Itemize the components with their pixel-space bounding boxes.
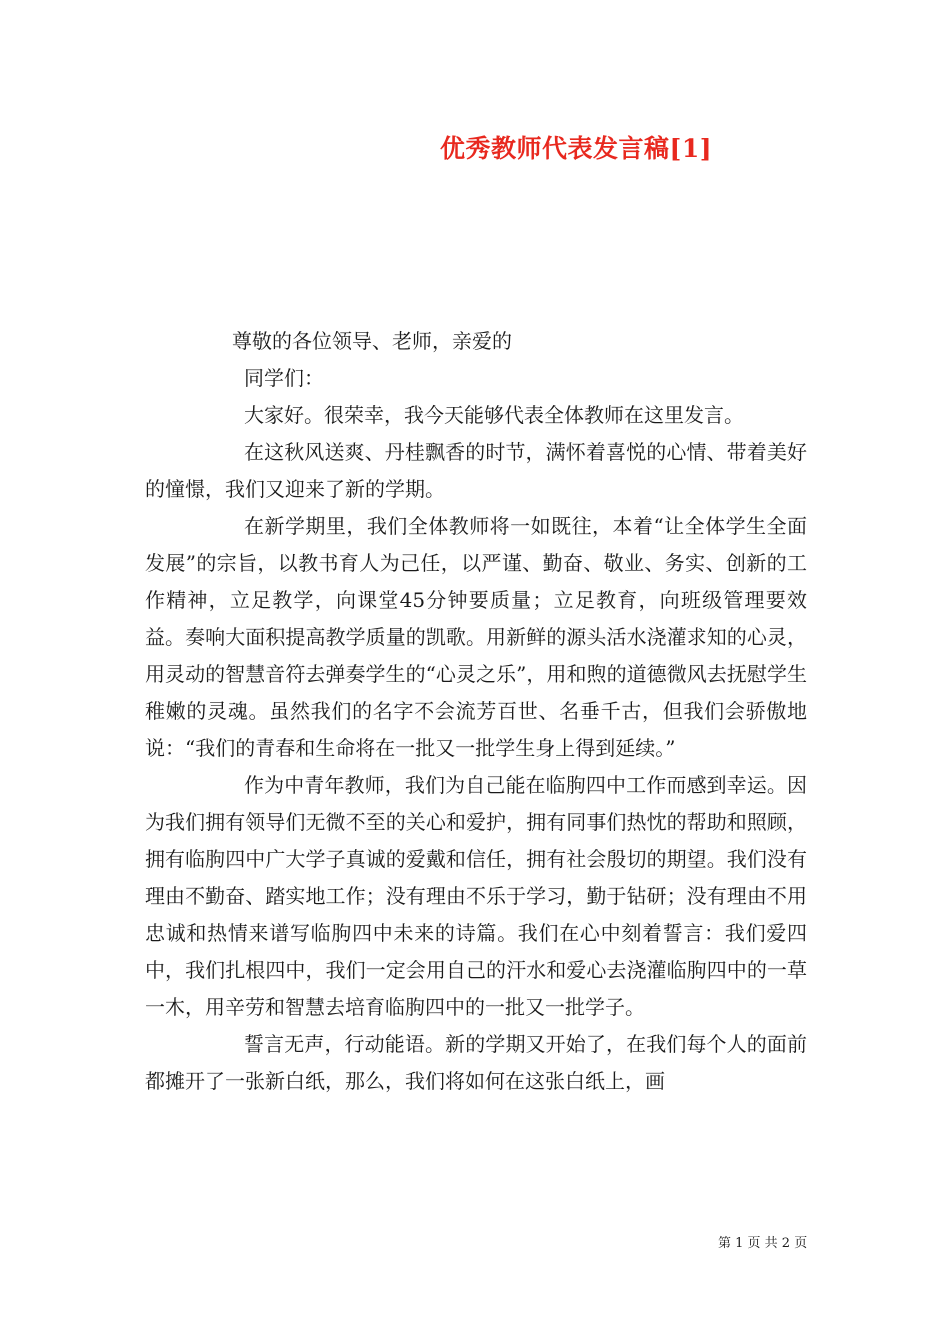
- document-body: [145, 323, 807, 1100]
- paragraph-autumn: 在这秋风送爽、丹桂飘香的时节，满怀着喜悦的心情、带着美好的憧憬，我们又迎来了新的学期。: [145, 440, 807, 501]
- paragraph-young-teachers: 作为中青年教师，我们为自己能在临朐四中工作而感到幸运。因为我们拥有领导们无微不至的关心和爱护，拥有同事们热忱的帮助和照顾，拥有临朐四中广大学子真诚的爱戴和信任，拥有社会殷切的期望。我们没有理由不勤奋、踏实地工作；没有理由不乐于学习，勤于钻研；没有理由不用忠诚和热情来谱写临朐四中未来的诗篇。我们在心中刻着誓言：我们爱四中，我们扎根四中，我们一定会用自己的汗水和爱心去浇灌临朐四中的一草一木，用辛劳和智慧去培育临朐四中的一批又一批学子。: [145, 773, 807, 1019]
- paragraph-new-semester: 在新学期里，我们全体教师将一如既往，本着“让全体学生全面发展”的宗旨，以教书育人为己任，以严谨、勤奋、敬业、务实、创新的工作精神，立足教学，向课堂45分钟要质量；立足教育，向班级管理要效益。奏响大面积提高教学质量的凯歌。用新鲜的源头活水浇灌求知的心灵，用灵动的智慧音符去弹奏学生的“心灵之乐”，用和煦的道德微风去抚慰学生稚嫩的灵魂。虽然我们的名字不会流芳百世、名垂千古，但我们会骄傲地说：“我们的青春和生命将在一批又一批学生身上得到延续。”: [145, 514, 807, 760]
- paragraph-oath: 誓言无声，行动能语。新的学期又开始了，在我们每个人的面前都摊开了一张新白纸，那么，我们将如何在这张白纸上，画: [145, 1032, 807, 1093]
- salutation-line-2: 同学们：: [244, 366, 324, 390]
- paragraph-greeting: 大家好。很荣幸，我今天能够代表全体教师在这里发言。: [244, 403, 744, 427]
- document-title: 优秀教师代表发言稿[1]: [440, 134, 713, 163]
- page-number-footer: 第 1 页 共 2 页: [718, 1236, 808, 1251]
- salutation-line-1: 尊敬的各位领导、老师，亲爱的: [232, 329, 512, 353]
